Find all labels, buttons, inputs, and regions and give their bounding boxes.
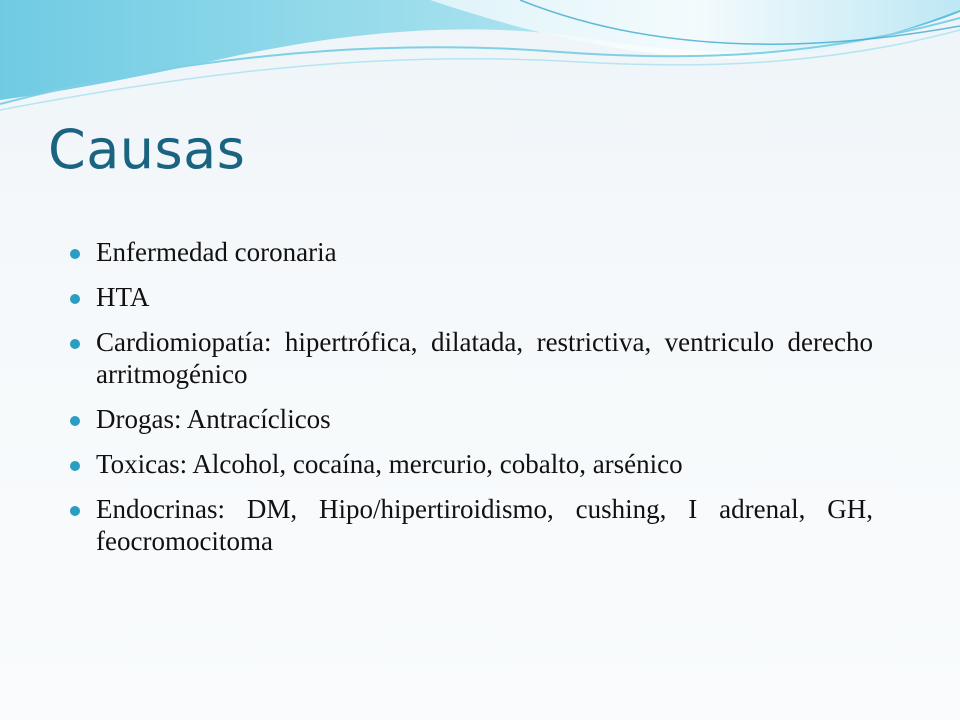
bullet-dot-icon — [70, 416, 80, 426]
bullet-list — [70, 236, 873, 570]
bullet-dot-icon — [70, 461, 80, 471]
bullet-text: Endocrinas: DM, Hipo/hipertiroidismo, cushing, I adrenal, GH, feocromocitoma — [96, 494, 873, 556]
bullet-item — [70, 326, 873, 390]
bullet-text: Enfermedad coronaria — [96, 237, 337, 267]
bullet-text: Toxicas: Alcohol, cocaína, mercurio, cobalto, arsénico — [96, 449, 683, 479]
bullet-item — [70, 403, 873, 435]
bullet-dot-icon — [70, 294, 80, 304]
header-wave-decoration — [0, 0, 960, 120]
bullet-text: Cardiomiopatía: hipertrófica, dilatada, restrictiva, ventriculo derecho arritmogénico — [96, 327, 873, 389]
bullet-item — [70, 236, 873, 268]
slide-title: Causas — [48, 118, 246, 181]
bullet-item — [70, 448, 873, 480]
bullet-item — [70, 493, 873, 557]
bullet-item — [70, 281, 873, 313]
bullet-text: HTA — [96, 282, 150, 312]
bullet-dot-icon — [70, 506, 80, 516]
bullet-dot-icon — [70, 249, 80, 259]
bullet-dot-icon — [70, 339, 80, 349]
bullet-text: Drogas: Antracíclicos — [96, 404, 331, 434]
